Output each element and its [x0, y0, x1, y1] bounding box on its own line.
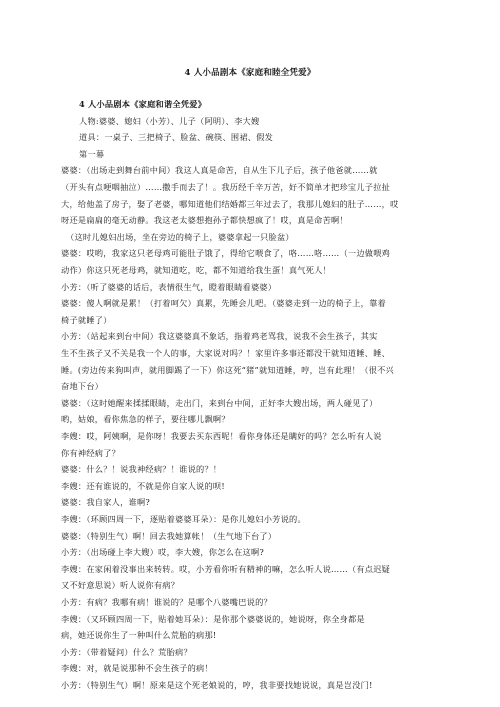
- document-subtitle: 4 人小品剧本《家庭和谐全凭爱》: [79, 99, 207, 109]
- text-line: 李嫂：对，就是说那种不会生孩子的病！: [61, 663, 213, 674]
- text-line: 婆婆：我自家人，谁啊?: [61, 497, 151, 508]
- text-line: 李嫂：（环顾四周一下，逐贴着婆婆耳朵）：是你儿媳妇小芳说的。: [61, 514, 306, 524]
- text-line: 婆婆：傻人啊就是累！（打着呵欠）真累，先睡会儿吧。（婆婆走到一边的椅子上，靠着: [61, 298, 386, 309]
- text-line: 李嫂：还有谁说的，不就是你自家人说的呗!: [61, 480, 225, 491]
- text-line: 婆婆：哎哟，我家这只老母鸡可能肚子饿了，得给它喂食了，咯……咯……（一边做喂鸡: [61, 248, 391, 259]
- text-line: （这时儿媳妇出场，坐在旁边的椅子上，婆婆拿起一只脸盆）: [66, 231, 294, 242]
- text-line: 大，给他盖了房子，娶了老婆，哪知道他们结婚都三年过去了，我那儿媳妇的肚子……，哎: [61, 198, 399, 209]
- text-line: 哟，姑娘，看你焦急的样子，要往哪儿飘啊？: [61, 414, 230, 425]
- text-line: 李嫂：（又环顾四周一下，贴着她耳朵）：是你那个婆婆说的，她说呀，你全身都是: [61, 613, 365, 624]
- text-line: 又不好意思说）听人说你有病？: [61, 580, 180, 591]
- text-line: 小芳：（带着疑问）什么？荒胎病？: [61, 646, 192, 657]
- text-line: 小芳：（听了婆婆的话后，表情很生气，瞪着眼睛看婆婆）: [61, 281, 277, 292]
- text-line: 婆婆：（特别生气）啊！回去我她算帐！（生气地下台了）: [61, 530, 277, 541]
- text-line: 小芳：（站起来到台中间）我这婆婆真不象话，指着鸡老骂我，说我不会生孩子，其实: [61, 331, 378, 342]
- text-line: 睡。(旁边传来狗叫声，就用脚踢了一下）你这死“猪”就知道睡，哼，岂有此理！（很不兴: [61, 364, 394, 375]
- text-line: 小芳：（出场碰上李大嫂）哎，李大嫂，你怎么在这啊?: [61, 547, 265, 558]
- text-line: 第一幕: [79, 148, 105, 159]
- text-line: 小芳：（特别生气）啊！原来是这个死老娘说的，哼，我非要找她说说，真是岂没门!: [61, 680, 373, 690]
- text-line: 人物:婆婆、媳妇（小芳）、儿子（阿明）、李大嫂: [79, 115, 260, 126]
- text-line: 婆婆：什么？！说我神经病？！谁说的？！: [61, 464, 222, 475]
- text-line: 病，她还说你生了一种叫什么荒胎的病那!: [61, 630, 217, 641]
- text-line: 道具：一桌子、三把椅子、脸盆、碗筷、围裙、假发: [79, 132, 274, 143]
- text-line: 婆婆：（这时她醒来揉揉眼睛，走出门，来到台中间，正好李大嫂出场，两人碰见了）: [61, 397, 378, 408]
- text-line: 小芳：有病？我哪有病！谁说的？是哪个八婆嘴巴说的？: [61, 597, 272, 607]
- text-line: 婆婆：（出场走到舞台前中间）我这人真是命苦，自从生下儿子后，孩子他爸就……就: [61, 165, 378, 176]
- document-title: 4 人小品剧本《家庭和睦全凭爱》: [184, 68, 316, 78]
- text-line: 奋地下台）: [61, 381, 104, 392]
- text-line: 椅子就睡了）: [61, 314, 112, 325]
- text-line: 李嫂：在家闲着没事出来转转。哎，小芳看你听有精神的嘛，怎么听人说……（有点迟疑: [61, 563, 391, 574]
- text-line: 动作）你这只死老母鸡，就知道吃，吃，都不知道给我生蛋！真气死人！: [61, 265, 332, 275]
- text-line: 生不生孩子又不关是我一个人的事，大家说对吗？！家里许多事还都没干就知道睡、睡、: [61, 348, 391, 358]
- text-line: 呀还是扁扁的毫无动静。我这老太婆想抱孙子都快想疯了！哎，真是命苦啊！: [61, 215, 348, 226]
- text-line: （开头有点哽咽抽泣）……撒手而去了！。我历经千辛万苦，好不简单才把珍宝儿子拉扯: [61, 182, 391, 192]
- text-line: 李嫂：哎，阿姨啊，是你呀！我要去买东西呢！看你身体还是瞒好的吗？怎么听有人说: [61, 431, 382, 441]
- text-line: 你有神经病了？: [61, 447, 121, 458]
